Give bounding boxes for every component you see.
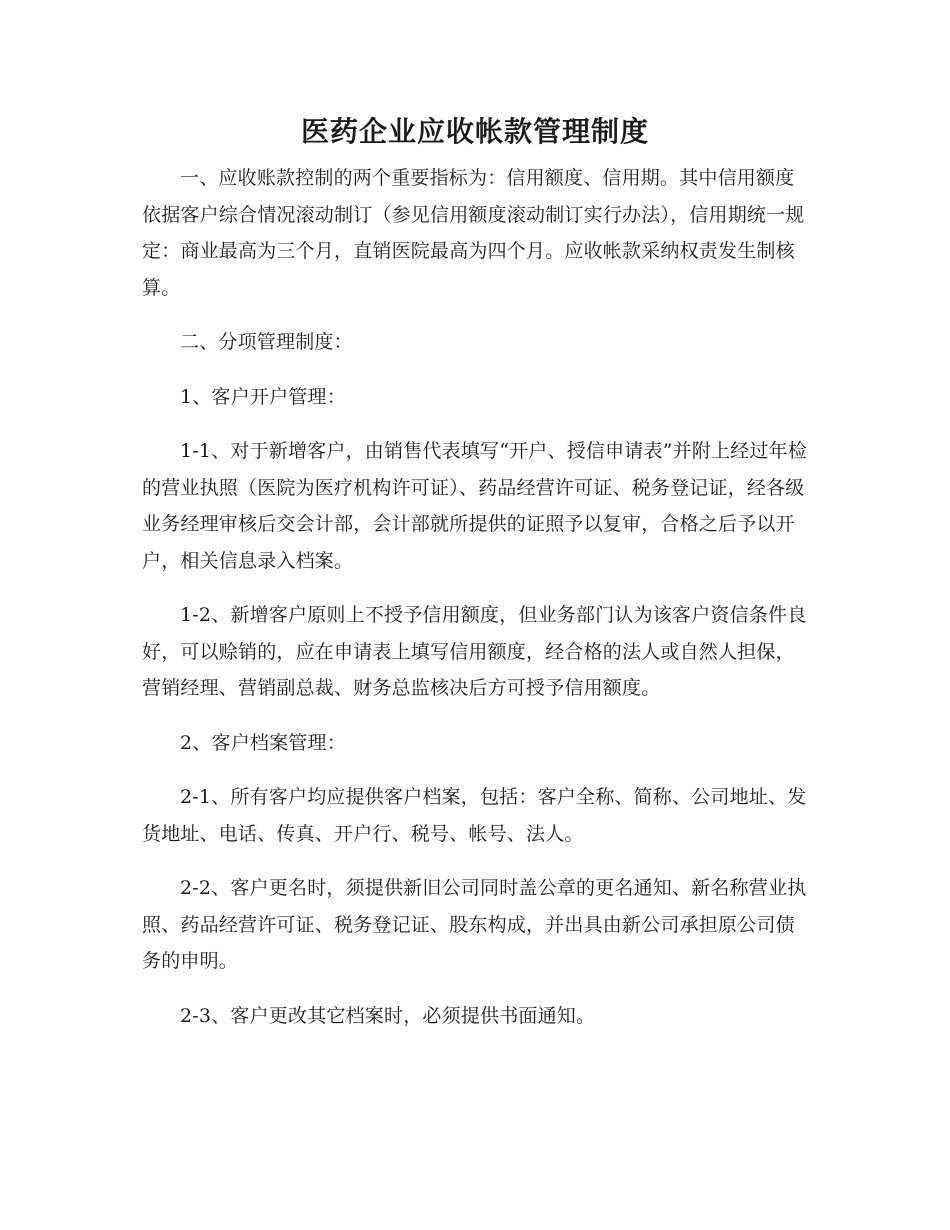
document-page xyxy=(142,108,808,1052)
paragraph-account-opening-heading: 1、客户开户管理： xyxy=(180,385,346,408)
paragraph-new-customer: 1-1、对于新增客户，由销售代表填写“开户、授信申请表”并附上经过年检的营业执照（医院为医疗机构许可证）、药品经营许可证、税务登记证，经各级业务经理审核后交会计部，会计部就所提供的证照予以复审，合格之后予以开户，相关信息录入档案。 xyxy=(142,440,808,572)
paragraph-archive-heading: 2、客户档案管理： xyxy=(180,731,346,754)
paragraph-section-heading: 二、分项管理制度： xyxy=(180,331,353,353)
paragraph-other-changes: 2-3、客户更改其它档案时，必须提供书面通知。 xyxy=(180,1004,596,1027)
document-title: 医药企业应收帐款管理制度 xyxy=(300,115,649,148)
paragraph-control-indicators: 一、应收账款控制的两个重要指标为：信用额度、信用期。其中信用额度依据客户综合情况滚动制订（参见信用额度滚动制订实行办法），信用期统一规定：商业最高为三个月，直销医院最高为四个月。应收帐款采纳权责发生制核算。 xyxy=(142,167,805,299)
paragraph-archive-contents: 2-1、所有客户均应提供客户档案，包括：客户全称、简称、公司地址、发货地址、电话、传真、开户行、税号、帐号、法人。 xyxy=(142,786,807,845)
paragraph-credit-limit: 1-2、新增客户原则上不授予信用额度，但业务部门认为该客户资信条件良好，可以赊销的，应在申请表上填写信用额度，经合格的法人或自然人担保，营销经理、营销副总裁、财务总监核决后方可授予信用额度。 xyxy=(142,604,807,699)
paragraph-rename: 2-2、客户更名时，须提供新旧公司同时盖公章的更名通知、新名称营业执照、药品经营许可证、税务登记证、股东构成，并出具由新公司承担原公司债务的申明。 xyxy=(142,877,807,972)
